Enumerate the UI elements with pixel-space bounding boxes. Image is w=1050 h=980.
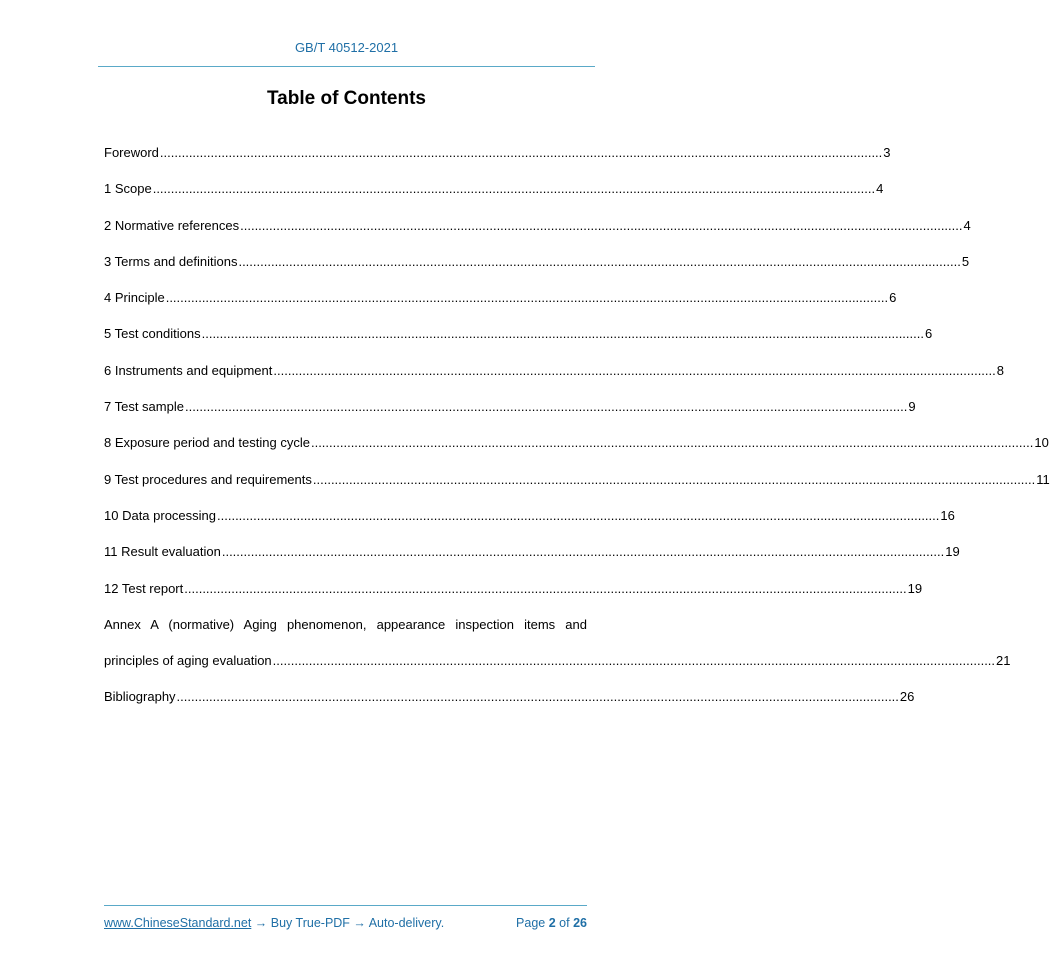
- toc-entry-page: 19: [945, 544, 960, 560]
- toc-entry-label: 12 Test report: [104, 580, 184, 596]
- dot-leader: ........................................................................................................................................................................................................: [272, 653, 996, 669]
- toc-entry-normative-references[interactable]: [104, 217, 971, 254]
- header-standard-code: GB/T 40512-2021: [294, 40, 399, 55]
- toc-entry-bibliography[interactable]: [104, 689, 915, 725]
- toc-entry-page: 16: [940, 507, 955, 523]
- toc-entry-label: 5 Test conditions: [104, 326, 201, 342]
- toc-entry-label: 10 Data processing: [104, 507, 217, 523]
- toc-entry-page: 3: [883, 145, 891, 160]
- page-word: Page: [516, 916, 546, 930]
- footer-promo-text: → Buy True-PDF → Auto-delivery.: [251, 916, 445, 930]
- dot-leader: ........................................................................................................................................................................................................: [184, 399, 908, 415]
- toc-entry-instruments-and-equipment[interactable]: [104, 362, 1004, 399]
- footer-divider: [104, 905, 587, 906]
- of-word: of: [559, 916, 570, 930]
- toc-entry-page: 26: [899, 689, 915, 705]
- toc-entry-page: 10: [1034, 435, 1049, 451]
- dot-leader: ........................................................................................................................................................................................................: [273, 362, 996, 378]
- toc-entry-line2: [104, 653, 1011, 689]
- toc-entry-page: 21: [996, 653, 1011, 669]
- toc-entry-label: 7 Test sample: [104, 399, 184, 415]
- toc-entry-test-conditions[interactable]: [104, 326, 933, 362]
- dot-leader: ........................................................................................................................................................................................................: [217, 507, 940, 523]
- dot-leader: ........................................................................................................................................................................................................: [165, 290, 889, 306]
- dot-leader: ........................................................................................................................................................................................................: [310, 435, 1034, 451]
- toc-entry-page: 11: [1036, 471, 1050, 487]
- current-page-number: 2: [548, 916, 556, 930]
- toc-entry-page: 19: [907, 580, 923, 596]
- dot-leader: ........................................................................................................................................................................................................: [201, 326, 924, 342]
- toc-entry-label: 6 Instruments and equipment: [104, 362, 273, 378]
- toc-entry-annex-a[interactable]: [104, 616, 1011, 690]
- total-pages-number: 26: [573, 916, 587, 930]
- page-counter: [516, 916, 587, 930]
- dot-leader: ........................................................................................................................................................................................................: [312, 471, 1036, 487]
- toc-entry-label: 4 Principle: [104, 290, 165, 306]
- page-footer: [104, 916, 587, 930]
- toc-entry-page: 5: [961, 253, 970, 269]
- toc-entry-principle[interactable]: [104, 290, 897, 326]
- dot-leader: ........................................................................................................................................................................................................: [159, 145, 883, 160]
- toc-entry-data-processing[interactable]: [104, 507, 955, 544]
- page-title: Table of Contents: [266, 88, 427, 109]
- dot-leader: ........................................................................................................................................................................................................: [152, 181, 876, 197]
- toc-entry-label-line1: Annex A (normative) Aging phenomenon, appearance inspection items and: [104, 616, 587, 632]
- dot-leader: ........................................................................................................................................................................................................: [184, 580, 907, 596]
- toc-entry-page: 9: [908, 399, 916, 415]
- toc-entry-result-evaluation[interactable]: [104, 544, 960, 580]
- dot-leader: ........................................................................................................................................................................................................: [221, 544, 945, 560]
- dot-leader: ........................................................................................................................................................................................................: [240, 217, 963, 233]
- toc-entry-label: 11 Result evaluation: [104, 544, 221, 560]
- toc-entry-terms-and-definitions[interactable]: [104, 253, 970, 290]
- toc-entry-page: 6: [924, 326, 933, 342]
- toc-entry-label: 3 Terms and definitions: [104, 253, 238, 269]
- toc-entry-foreword[interactable]: [104, 145, 891, 181]
- toc-entry-label: 9 Test procedures and requirements: [104, 471, 312, 487]
- toc-entry-label-line2: principles of aging evaluation: [104, 653, 272, 669]
- toc-entry-label: Bibliography: [104, 689, 176, 705]
- toc-entry-page: 4: [876, 181, 884, 197]
- dot-leader: ........................................................................................................................................................................................................: [176, 689, 899, 705]
- toc-entry-test-procedures[interactable]: [104, 471, 1050, 508]
- header-divider: [98, 66, 595, 67]
- dot-leader: ........................................................................................................................................................................................................: [238, 253, 961, 269]
- toc-entry-label: Foreword: [104, 145, 159, 160]
- toc-entry-label: 1 Scope: [104, 181, 152, 197]
- toc-entry-page: 6: [889, 290, 897, 306]
- footer-promo-line: [104, 916, 444, 930]
- toc-entry-page: 4: [963, 217, 971, 233]
- toc-entry-label: 8 Exposure period and testing cycle: [104, 435, 310, 451]
- toc-entry-scope[interactable]: [104, 181, 884, 217]
- toc-entry-test-sample[interactable]: [104, 399, 916, 435]
- toc-entry-test-report[interactable]: [104, 580, 923, 617]
- toc-entry-exposure-period[interactable]: [104, 435, 1049, 471]
- toc-entry-label: 2 Normative references: [104, 217, 240, 233]
- table-of-contents: [104, 145, 1050, 726]
- site-link[interactable]: www.ChineseStandard.net: [104, 916, 252, 930]
- toc-entry-page: 8: [996, 362, 1004, 378]
